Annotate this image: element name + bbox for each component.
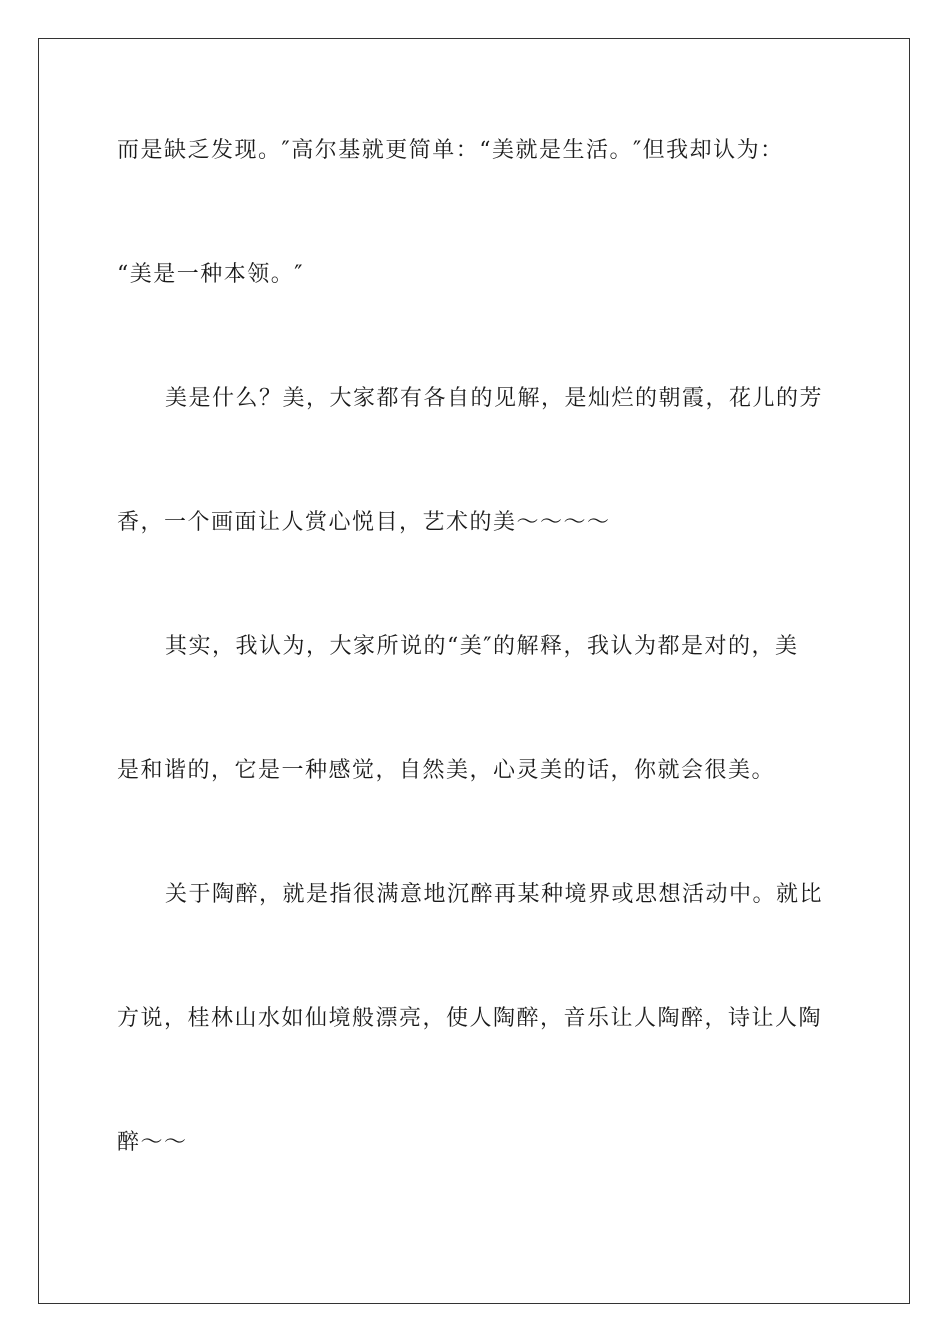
text-line: 是和谐的，它是一种感觉，自然美，心灵美的话，你就会很美。	[117, 758, 776, 783]
text-line: “美是一种本领。″	[117, 262, 304, 287]
text-line: 而是缺乏发现。″高尔基就更简单：“美就是生活。″但我却认为：	[117, 138, 784, 163]
text-line: 醉～～	[117, 1130, 188, 1155]
page-border	[38, 38, 910, 1304]
text-line: 方说，桂林山水如仙境般漂亮，使人陶醉，音乐让人陶醉，诗让人陶	[117, 1006, 823, 1031]
text-line: 其实，我认为，大家所说的“美″的解释，我认为都是对的，美	[165, 634, 799, 659]
text-line: 香，一个画面让人赏心悦目，艺术的美～～～～	[117, 510, 611, 535]
text-line: 美是什么？美，大家都有各自的见解，是灿烂的朝霞，花儿的芳	[165, 386, 824, 411]
text-line: 关于陶醉，就是指很满意地沉醉再某种境界或思想活动中。就比	[165, 882, 824, 907]
